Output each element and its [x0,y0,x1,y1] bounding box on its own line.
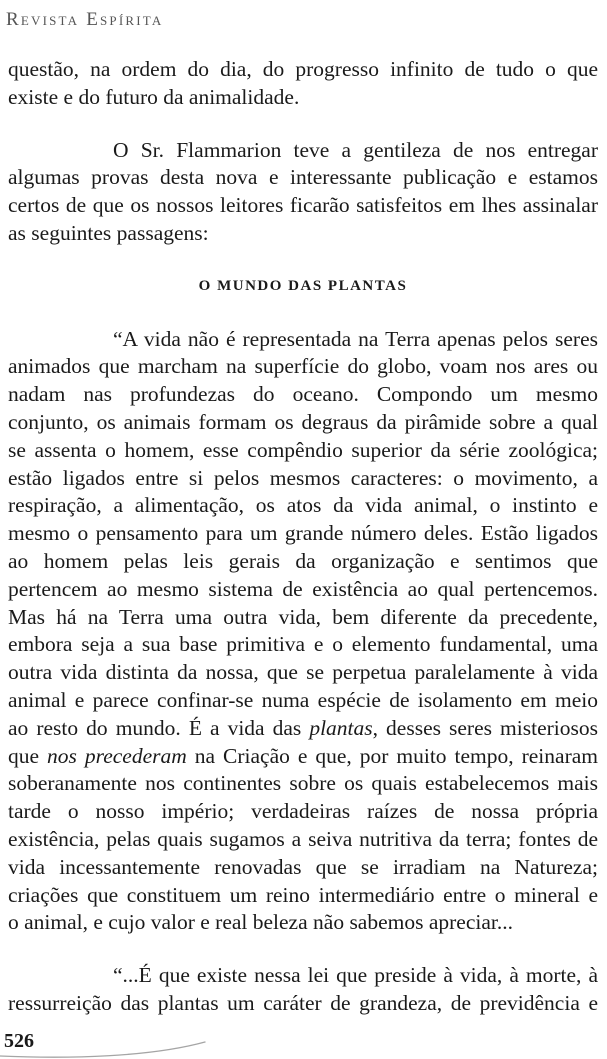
text-line: soberanamente nos continentes sobre os quais estabelecemos mais [8,771,598,796]
text-line: pertencem ao mesmo sistema de existência ao qual pertencemos. [8,576,598,601]
text-line: animados que marcham na superfície do globo, voam nos ares ou [8,354,598,379]
text-line: respiração, a alimentação, os atos da vida animal, o instinto e [8,493,598,518]
paragraph-quotation-continues [8,962,598,1018]
text-block [8,56,598,1018]
running-title: Revista Espírita [6,9,164,30]
text-segment: na Criação e que, por muito tempo, reinaram [186,743,598,768]
text-segment: ao resto do mundo. É a vida das [8,715,310,740]
text-line: nadam nas profundezas do oceano. Compondo um mesmo [8,382,598,407]
text-line: as seguintes passagens: [8,220,209,245]
text-line: se assenta o homem, esse compêndio superior da série zoológica; [8,437,598,462]
text-line: embora seja a sua base primitiva e o elemento fundamental, uma [8,632,598,657]
text-line: criações que constituem um reino intermediário entre o mineral e [8,882,598,907]
text-line: outra vida distinta da nossa, que se perpetua paralelamente à vida [8,660,598,685]
text-line [8,743,598,771]
text-line: questão, na ordem do dia, do progresso infinito de tudo o que [8,57,598,81]
italic-text: plantas [309,715,373,740]
text-line: estão ligados entre si pelos mesmos caracteres: o movimento, a [8,465,598,490]
paragraph-quotation [8,326,598,938]
text-line: Mas há na Terra uma outra vida, bem diferente da precedente, [8,604,598,629]
text-line: existe e do futuro da animalidade. [8,84,300,109]
text-line: o animal, e cujo valor e real beleza não sabemos apreciar... [8,910,514,935]
text-line: mesmo o pensamento para um grande número deles. Estão ligados [8,521,598,546]
text-line: vida incessantemente renovadas que se irradiam na Natureza; [8,854,598,879]
text-line: “...É que existe nessa lei que preside à vida, à morte, à [113,963,598,988]
text-line: ao homem pelas leis gerais da organização e sentimos que [8,548,598,573]
text-line: algumas provas desta nova e interessante publicação e estamos [8,165,598,190]
paragraph-introduction [8,137,598,248]
text-line: conjunto, os animais formam os degraus da pirâmide sobre a qual [8,409,598,434]
text-line: animal e parece confinar-se numa espécie de isolamento em meio [8,687,598,712]
italic-text: nos precederam [47,743,187,768]
text-line: certos de que os nossos leitores ficarão satisfeitos em lhes assinalar [8,193,598,218]
text-segment: , desses seres misteriosos [372,715,598,740]
text-line: O Sr. Flammarion teve a gentileza de nos entregar [113,137,598,162]
text-segment: que [8,743,48,768]
text-line: existência, pelas quais sugamos a seiva nutritiva da terra; fontes de [8,826,598,851]
page-number: 526 [4,1030,34,1052]
text-line [8,715,598,743]
text-line: ressurreição das plantas um caráter de grandeza, de previdência e [8,990,598,1015]
paragraph-continued-from-previous-page [8,56,598,112]
text-line: “A vida não é representada na Terra apenas pelos seres [113,326,598,351]
text-line: tarde o nosso império; verdadeiras raízes de nossa própria [8,799,598,824]
section-heading: O MUNDO DAS PLANTAS [198,277,408,294]
